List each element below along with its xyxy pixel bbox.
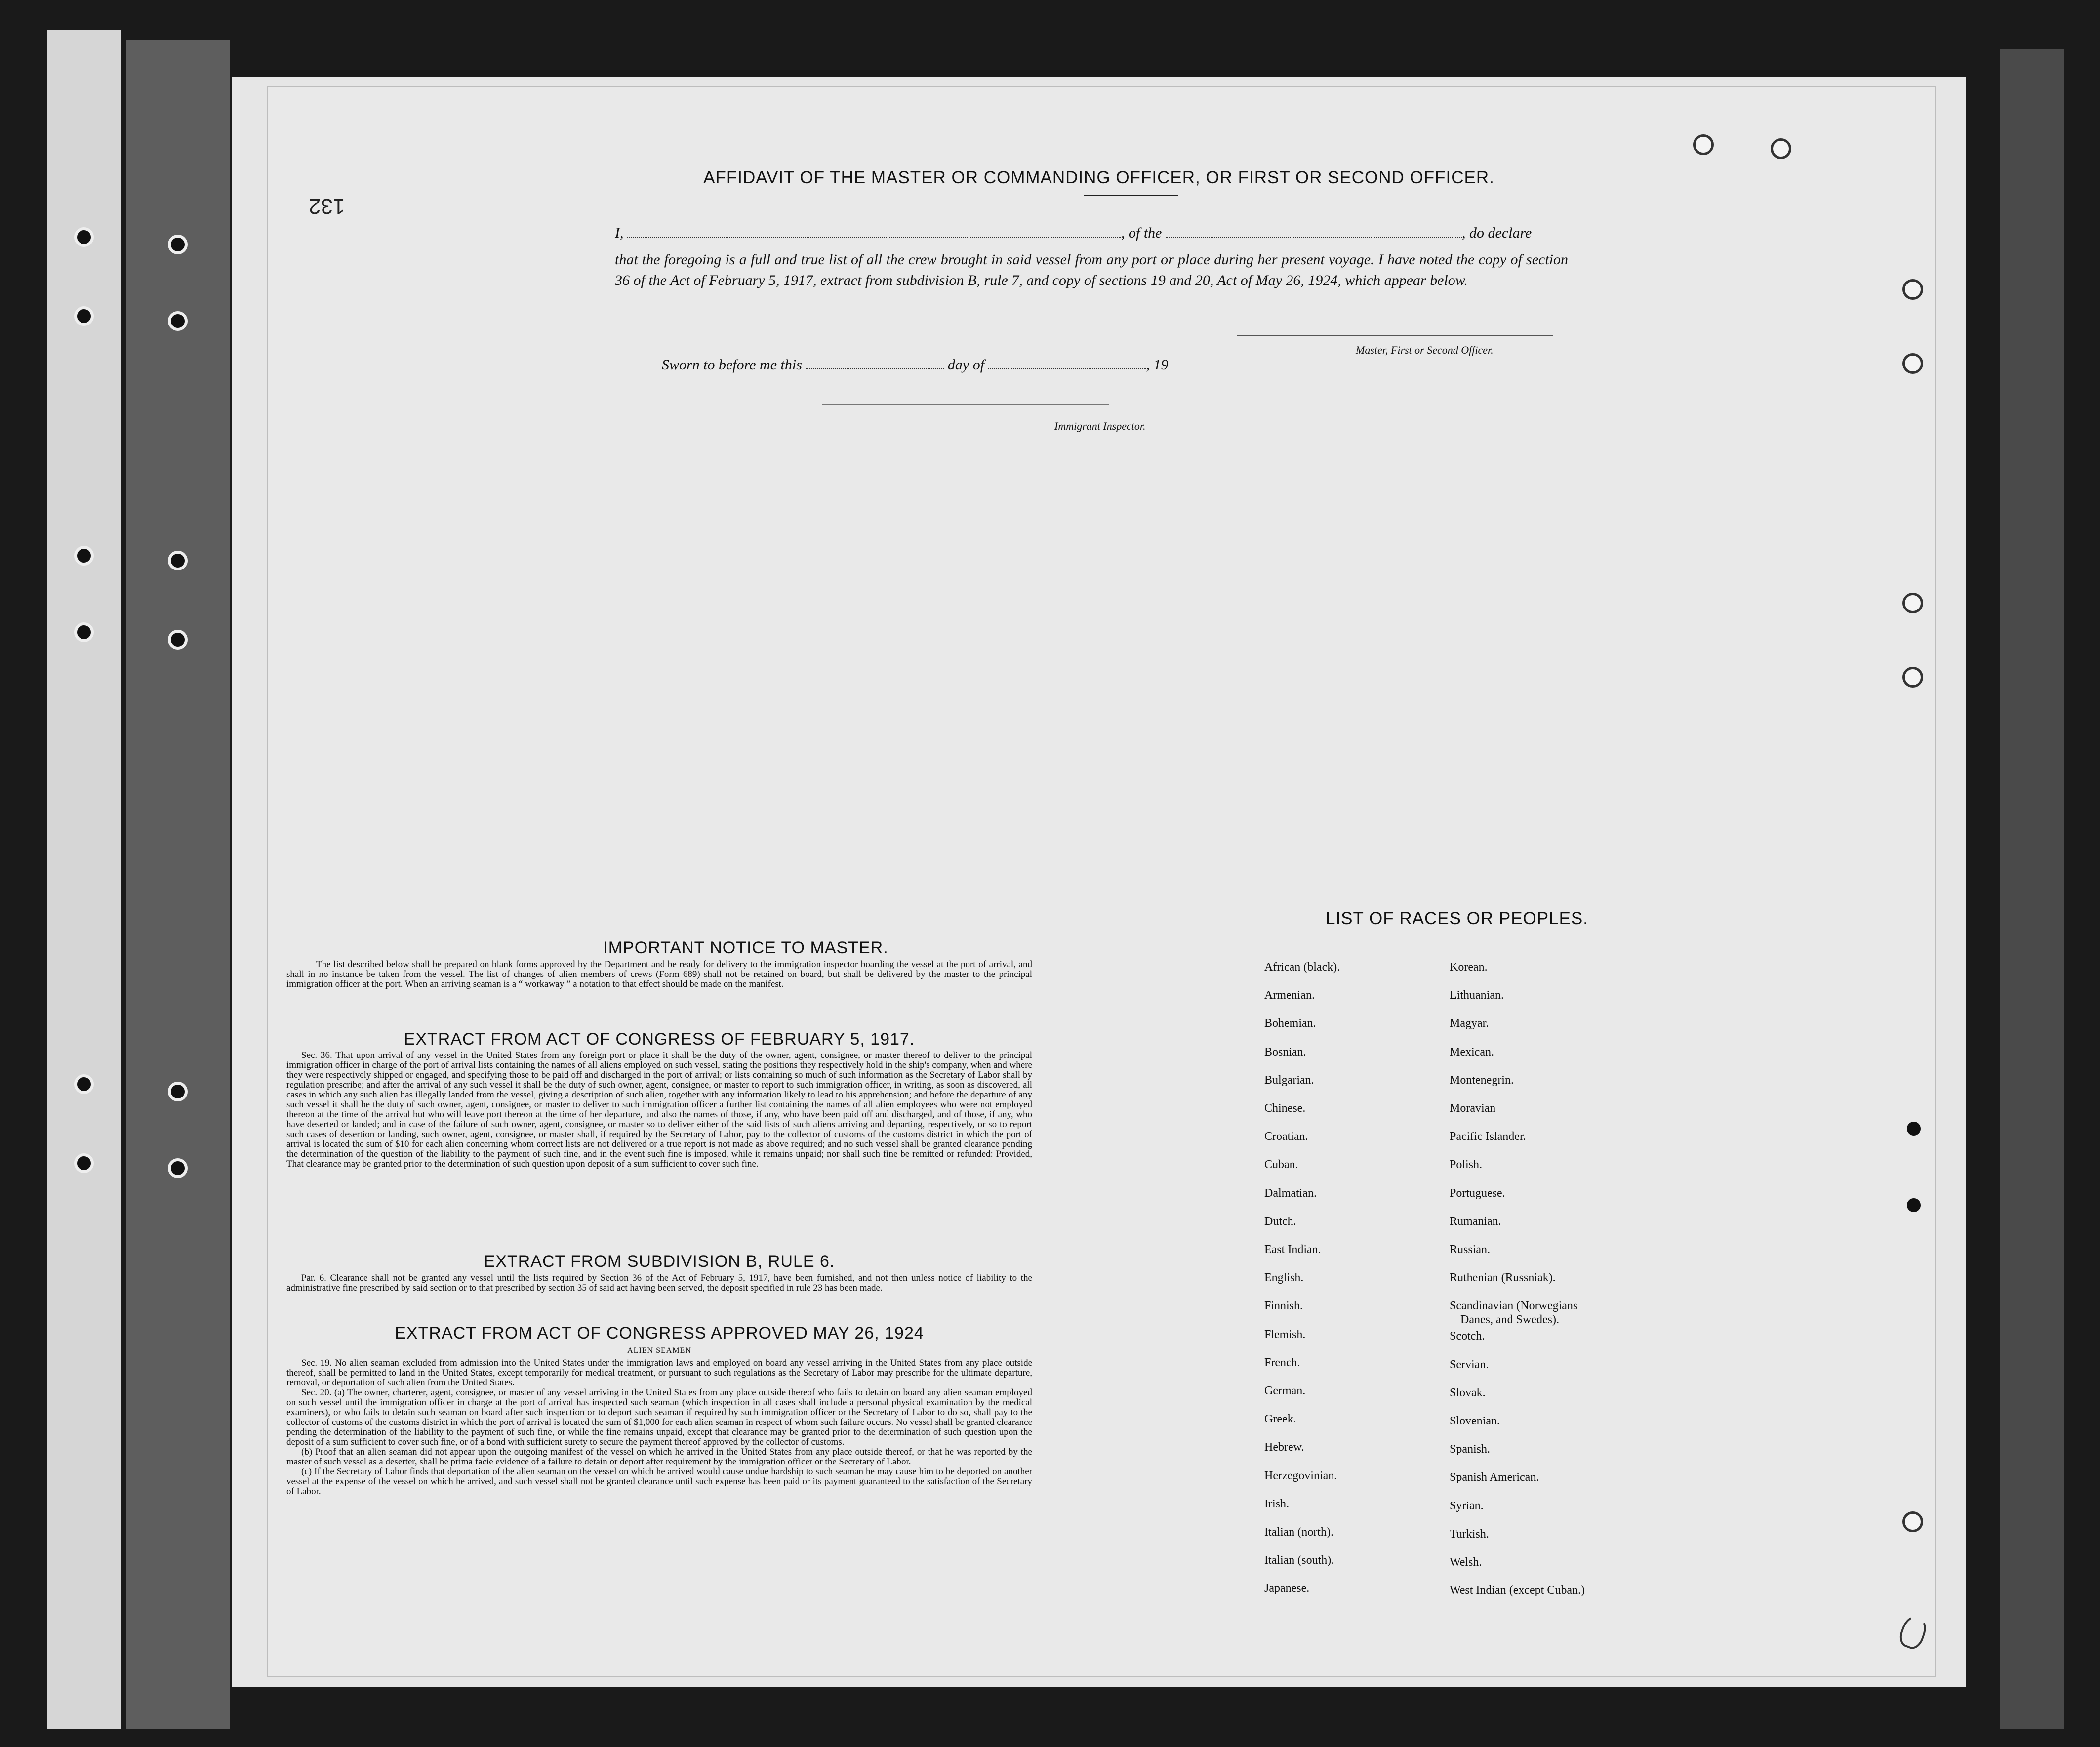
signature-caption: Master, First or Second Officer. — [1356, 344, 1494, 356]
of-the-label: , of the — [1121, 225, 1162, 241]
binder-hole-icon — [168, 1082, 188, 1101]
race-item: Magyar. — [1450, 1017, 1489, 1030]
binder-hole-icon — [74, 622, 94, 642]
race-item: Irish. — [1264, 1497, 1289, 1510]
race-item: Ruthenian (Russniak). — [1450, 1271, 1556, 1285]
binder-hole-icon — [168, 551, 188, 570]
binder-hole-icon — [74, 227, 94, 247]
binder-hole-icon — [168, 235, 188, 254]
punch-hole-icon — [1771, 138, 1791, 159]
race-item: Cuban. — [1264, 1158, 1298, 1172]
race-item: Finnish. — [1264, 1300, 1303, 1313]
sworn-line — [662, 357, 1169, 373]
i-label: I, — [615, 225, 624, 241]
do-declare-label: , do declare — [1462, 225, 1532, 241]
alien-seamen-subtitle: ALIEN SEAMEN — [627, 1346, 691, 1355]
declaration-text: that the foregoing is a full and true list of all the crew brought in said vessel from any port or place during her present voyage. I have noted the copy of section 36 of the Act of February 5, 1917, extract from subdivision B, rule 7, and copy of sections 19 and 20, Act of May 26, 1924, which appear below. — [615, 251, 1568, 288]
race-item: German. — [1264, 1384, 1306, 1397]
extract-1924-body — [286, 1358, 1032, 1497]
race-item: Italian (north). — [1264, 1526, 1333, 1539]
sworn-month-field[interactable] — [988, 358, 1146, 369]
punch-hole-icon — [1902, 1511, 1923, 1532]
races-title: LIST OF RACES OR PEOPLES. — [1325, 909, 1588, 928]
extract-1917-text: Sec. 36. That upon arrival of any vessel in the United States from any foreign port or place it shall be the duty of the owner, agent, consignee, or master thereof to deliver to the principal immigration officer in charge of the port of arrival lists containing the names of all aliens employed on such vessel, stating the positions they respectively hold in the ship's company, when and where they were respectively shipped or engaged, and specifying those to be paid off and discharged in the port of arrival; or lists containing so much of such information as the Secretary of Labor shall by regulation prescribe; and after the arrival of any such vessel it shall be the duty of such owner, agent, consignee, or master to report to such immigration officer, in writing, as soon as discovered, all cases in which any such alien has illegally landed from the vessel, giving a description of such alien, together with any information likely to lead to his apprehension; and before the departure of any such vessel it shall be the duty of such owner, agent, consignee, or master to deliver to such immigration officer a further list containing the names of all alien employees who were not employed thereon at the time of the arrival but who will leave port thereon at the time of her departure, and also the names of those, if any, who have been paid off and discharged, and of those, if any, who have deserted or landed; and in case of the failure of such owner, agent, consignee, or master so to deliver either of the said lists of such aliens arriving and departing, respectively, or so to report such cases of desertion or landing, such owner, agent, consignee, or master shall, if required by the Secretary of Labor, pay to the collector of customs of the customs district in which the port of arrival is located the sum of $10 for each alien concerning whom correct lists are not delivered or a true report is not made as above required; and no such vessel shall be granted clearance pending the determination of the question of the liability to the payment of such fine, and in the event such fine is imposed, while it remains unpaid; nor shall such fine be remitted or refunded: Provided, That clearance may be granted prior to the determination of such question upon deposit of a sum sufficient to cover such fine. — [286, 1050, 1032, 1169]
race-item: Bohemian. — [1264, 1017, 1316, 1030]
race-item: Syrian. — [1450, 1499, 1484, 1512]
inspector-caption: Immigrant Inspector. — [1054, 420, 1146, 432]
race-item: Polish. — [1450, 1158, 1483, 1172]
race-item: Slovak. — [1450, 1386, 1486, 1399]
race-item: Dalmatian. — [1264, 1186, 1317, 1200]
binder-hole-icon — [74, 1153, 94, 1173]
race-item: Dutch. — [1264, 1215, 1296, 1228]
race-item: Turkish. — [1450, 1527, 1489, 1541]
extract-rule6-title: EXTRACT FROM SUBDIVISION B, RULE 6. — [484, 1252, 835, 1271]
scan-right-border — [2000, 49, 2064, 1729]
sworn-day-field[interactable] — [806, 358, 944, 369]
affidavit-title: AFFIDAVIT OF THE MASTER OR COMMANDING OFFICER, OR FIRST OR SECOND OFFICER. — [703, 168, 1494, 187]
race-item: East Indian. — [1264, 1243, 1321, 1256]
sec-20b-text: (b) Proof that an alien seaman did not appear upon the outgoing manifest of the vessel on which he arrived in the United States from any place outside thereof, or that he was reported by the master of such vessel as a deserter, shall be prima facie evidence of a failure to detain or deport after requirement by the immigration officer or the Secretary of Labor. — [286, 1447, 1032, 1467]
punch-hole-icon — [1904, 1195, 1924, 1215]
race-item: Italian (south). — [1264, 1554, 1334, 1567]
race-item: French. — [1264, 1356, 1300, 1369]
binder-hole-icon — [168, 1158, 188, 1178]
sec-19-text: Sec. 19. No alien seaman excluded from admission into the United States under the immigration laws and employed on board any vessel arriving in the United States from any place outside thereof, shall be permitted to land in the United States, except temporarily for medical treatment, or pursuant to such regulations as the Secretary of Labor may prescribe for the ultimate departure, removal, or deportation of such alien from the United States. — [286, 1358, 1032, 1388]
extract-rule6-text: Par. 6. Clearance shall not be granted any vessel until the lists required by Section 36 of the Act of February 5, 1917, have been furnished, and not then unless notice of liability to the administrative fine prescribed by said section or to that prescribed by section 35 of said act having been served, the deposit specified in rule 23 has been made. — [286, 1273, 1032, 1293]
binder-hole-icon — [168, 630, 188, 650]
race-item: Moravian — [1450, 1102, 1496, 1115]
punch-hole-icon — [1902, 667, 1923, 688]
race-item: Hebrew. — [1264, 1441, 1304, 1454]
race-item: English. — [1264, 1271, 1304, 1285]
race-item: Danes, and Swedes). — [1460, 1313, 1559, 1327]
race-item: Pacific Islander. — [1450, 1130, 1526, 1143]
race-item: Welsh. — [1450, 1556, 1482, 1569]
race-item: Herzegovinian. — [1264, 1469, 1337, 1482]
extract-1917-title: EXTRACT FROM ACT OF CONGRESS OF FEBRUARY 5, 1917. — [404, 1030, 915, 1049]
binder-strip — [47, 30, 121, 1729]
race-item: Rumanian. — [1450, 1215, 1501, 1228]
binder-hole-icon — [74, 1074, 94, 1094]
race-item: Servian. — [1450, 1358, 1489, 1371]
binder-edge — [126, 40, 230, 1729]
punch-hole-icon — [1902, 279, 1923, 300]
race-item: Croatian. — [1264, 1130, 1308, 1143]
race-item: Russian. — [1450, 1243, 1491, 1256]
race-item: West Indian (except Cuban.) — [1450, 1584, 1585, 1597]
race-item: Bosnian. — [1264, 1045, 1306, 1058]
notice-text: The list described below shall be prepared on blank forms approved by the Department and be ready for delivery to the immigration inspector boarding the vessel at the port of arrival, and shall in no instance be taken from the vessel. The list of changes of alien members of crews (Form 689) shall not be retained on board, but shall be delivered by the master to the principal immigration officer at the port. When an arriving seaman is a “ workaway ” a notation to that effect should be made on the manifest. — [286, 959, 1032, 989]
sec-20c-text: (c) If the Secretary of Labor finds that deportation of the alien seaman on the vessel on which he arrived would cause undue hardship to such seaman he may cause him to be deported on another vessel at the expense of the vessel on which he arrived, and such vessel shall not be granted clearance until such expense has been paid or its payment guaranteed to the satisfaction of the Secretary of Labor. — [286, 1466, 1032, 1497]
year-prefix: , 19 — [1146, 357, 1169, 373]
race-item: Spanish. — [1450, 1443, 1491, 1456]
race-item: Scandinavian (Norwegians — [1450, 1300, 1578, 1313]
sworn-label: Sworn to before me this — [662, 357, 802, 373]
notice-title: IMPORTANT NOTICE TO MASTER. — [603, 938, 888, 957]
vessel-name-field[interactable] — [1166, 226, 1462, 238]
sec-20a-text: Sec. 20. (a) The owner, charterer, agent, consignee, or master of any vessel arriving in the United States from any place outside thereof who fails to detain on board any alien seaman employed on such vessel until the immigration officer in charge at the port of arrival has inspected such seaman (which inspection in all cases shall include a personal physical examination by the medical examiners), or who fails to detain such seaman on board after such inspection or to deport such seaman if required by such immigration officer or the Secretary of Labor to do so, shall pay to the collector of customs of the customs district in which the port of arrival is located the sum of $1,000 for each alien seaman in respect of whom such failure occurs. No vessel shall be granted clearance pending the determination of the liability to the payment of such fine, or while the fine remains unpaid, except that clearance may be granted prior to the determination of such question upon the deposit of a sum sufficient to cover such fine, or of a bond with sufficient surety to secure the payment thereof approved by the collector of customs. — [286, 1387, 1032, 1447]
inspector-signature-line[interactable] — [822, 404, 1109, 405]
race-item: Japanese. — [1264, 1582, 1310, 1595]
declarant-line — [615, 225, 1563, 242]
punch-hole-icon — [1902, 593, 1923, 613]
form-number: 132 — [309, 194, 345, 218]
binder-hole-icon — [74, 546, 94, 566]
binder-hole-icon — [74, 306, 94, 326]
race-item: Scotch. — [1450, 1330, 1485, 1343]
race-item: Spanish American. — [1450, 1471, 1539, 1484]
race-item: African (black). — [1264, 961, 1340, 974]
title-rule — [1084, 195, 1178, 196]
day-of-label: day of — [947, 357, 985, 373]
race-item: Mexican. — [1450, 1045, 1494, 1058]
punch-hole-icon — [1902, 353, 1923, 374]
punch-hole-icon — [1693, 134, 1714, 155]
punch-hole-icon — [1904, 1119, 1924, 1138]
race-item: Korean. — [1450, 961, 1488, 974]
race-item: Bulgarian. — [1264, 1073, 1314, 1087]
race-item: Slovenian. — [1450, 1415, 1500, 1427]
extract-1924-title: EXTRACT FROM ACT OF CONGRESS APPROVED MAY 26, 1924 — [395, 1324, 924, 1342]
signature-line[interactable] — [1237, 335, 1553, 336]
race-item: Armenian. — [1264, 989, 1315, 1002]
race-item: Chinese. — [1264, 1102, 1306, 1115]
race-item: Lithuanian. — [1450, 989, 1504, 1002]
race-item: Montenegrin. — [1450, 1073, 1514, 1087]
race-item: Flemish. — [1264, 1328, 1306, 1341]
race-item: Greek. — [1264, 1413, 1296, 1426]
race-item: Portuguese. — [1450, 1186, 1505, 1200]
binder-hole-icon — [168, 311, 188, 331]
declarant-name-field[interactable] — [627, 226, 1121, 238]
